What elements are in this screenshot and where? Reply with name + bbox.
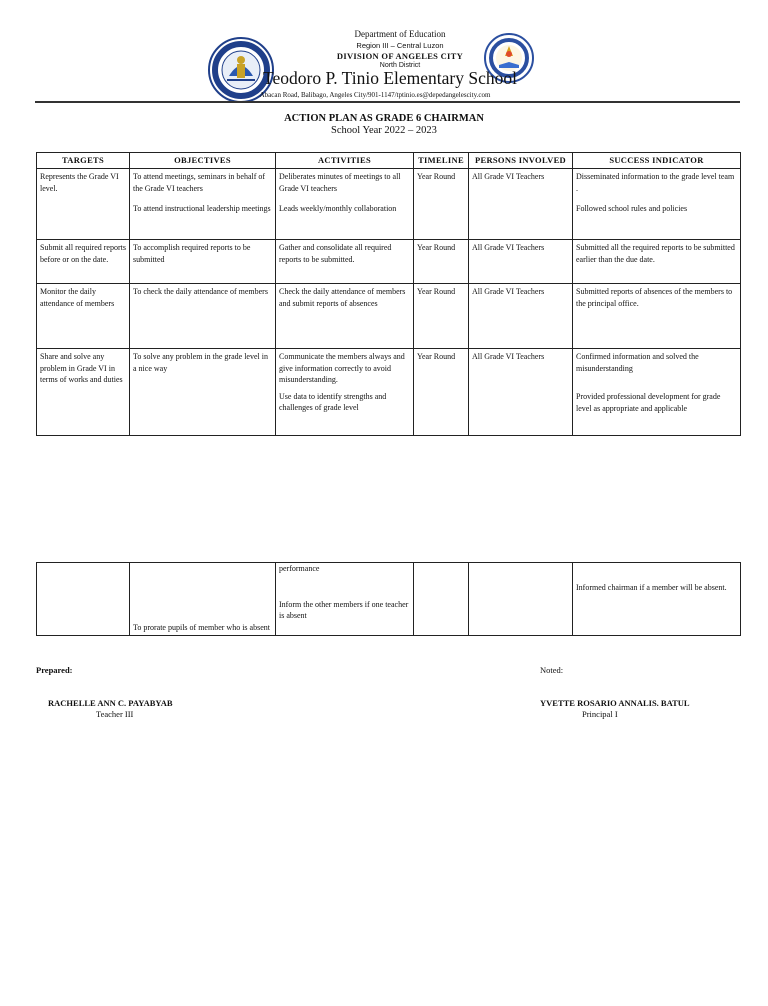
activity-text: Leads weekly/monthly collaboration <box>279 204 397 213</box>
noted-title: Principal I <box>582 709 618 719</box>
target-cell <box>37 563 130 636</box>
activity-text: Inform the other members if one teacher is absent <box>279 599 409 620</box>
objective-text: To attend instructional leadership meetings <box>133 204 271 213</box>
division-name: DIVISION OF ANGELES CITY <box>336 51 464 61</box>
success-text: Confirmed information and solved the misunderstanding <box>576 352 699 373</box>
action-plan-table <box>36 152 741 436</box>
header-success-indicator: SUCCESS INDICATOR <box>573 153 741 169</box>
activity-text: Use data to identify strengths and challenges of grade level <box>279 391 387 412</box>
header-objectives: OBJECTIVES <box>130 153 276 169</box>
table-row <box>37 240 741 284</box>
table-row <box>37 349 741 436</box>
prepared-title: Teacher III <box>96 709 134 719</box>
timeline-cell: Year Round <box>414 169 469 240</box>
persons-cell: All Grade VI Teachers <box>469 349 573 436</box>
persons-cell <box>469 563 573 636</box>
noted-label: Noted: <box>540 665 564 675</box>
success-text: Provided professional development for grade level as appropriate and applicable <box>576 392 721 413</box>
header-activities: ACTIVITIES <box>276 153 414 169</box>
header-targets: TARGETS <box>37 153 130 169</box>
success-cell: Submitted reports of absences of the members to the principal office. <box>573 284 741 349</box>
target-cell: Share and solve any problem in Grade VI in terms of works and duties <box>37 349 130 436</box>
activity-cell <box>276 349 414 436</box>
continuation-table <box>36 562 741 636</box>
objective-cell: To accomplish required reports to be submitted <box>130 240 276 284</box>
timeline-cell: Year Round <box>414 240 469 284</box>
document-title: ACTION PLAN AS GRADE 6 CHAIRMAN <box>284 113 484 124</box>
header-persons-involved: PERSONS INVOLVED <box>469 153 573 169</box>
region-name: Region III – Central Luzon <box>356 41 444 50</box>
table-row <box>37 284 741 349</box>
objective-cell <box>130 563 276 636</box>
activity-cell: Gather and consolidate all required reports to be submitted. <box>276 240 414 284</box>
target-cell <box>37 169 130 240</box>
activity-cell <box>276 563 414 636</box>
target-cell: Submit all required reports before or on the date. <box>37 240 130 284</box>
objective-cell: To solve any problem in the grade level in a nice way <box>130 349 276 436</box>
objective-cell: To check the daily attendance of members <box>130 284 276 349</box>
noted-name: YVETTE ROSARIO ANNALIS. BATUL <box>540 698 690 708</box>
prepared-name: RACHELLE ANN C. PAYABYAB <box>48 698 173 708</box>
department-name: Department of Education <box>354 29 446 39</box>
target-text: Represents the Grade VI level. <box>40 172 119 193</box>
school-name: Teodoro P. Tinio Elementary School <box>263 68 517 88</box>
success-cell: Submitted all the required reports to be submitted earlier than the due date. <box>573 240 741 284</box>
activity-cell: Check the daily attendance of members and submit reports of absences <box>276 284 414 349</box>
activity-text: Communicate the members always and give information correctly to avoid misunderstanding. <box>279 352 405 384</box>
objective-text: To attend meetings, seminars in behalf of the Grade VI teachers <box>133 172 266 193</box>
persons-cell: All Grade VI Teachers <box>469 284 573 349</box>
prepared-label: Prepared: <box>36 665 73 675</box>
header-timeline: TIMELINE <box>414 153 469 169</box>
activity-cell <box>276 169 414 240</box>
activity-text: Deliberates minutes of meetings to all Grade VI teachers <box>279 172 401 193</box>
success-cell <box>573 563 741 636</box>
success-text: Disseminated information to the grade level team . <box>576 172 735 193</box>
timeline-cell: Year Round <box>414 284 469 349</box>
table-row <box>37 563 741 636</box>
success-cell <box>573 349 741 436</box>
table-row <box>37 169 741 240</box>
table-header-row <box>37 153 741 169</box>
target-cell: Monitor the daily attendance of members <box>37 284 130 349</box>
objective-text: To prorate pupils of member who is absent <box>133 622 270 632</box>
success-cell <box>573 169 741 240</box>
school-year: School Year 2022 – 2023 <box>331 125 437 136</box>
objective-cell <box>130 169 276 240</box>
timeline-cell: Year Round <box>414 349 469 436</box>
persons-cell: All Grade VI Teachers <box>469 169 573 240</box>
school-address: Abacan Road, Balibago, Angeles City/901-1147/tptinio.es@depedangelescity.com <box>259 91 491 99</box>
activity-text: performance <box>279 564 320 573</box>
timeline-cell <box>414 563 469 636</box>
persons-cell: All Grade VI Teachers <box>469 240 573 284</box>
success-text: Followed school rules and policies <box>576 204 688 213</box>
success-text: Informed chairman if a member will be absent. <box>576 583 727 592</box>
header-divider <box>35 101 740 103</box>
district-name: North District <box>379 62 421 69</box>
